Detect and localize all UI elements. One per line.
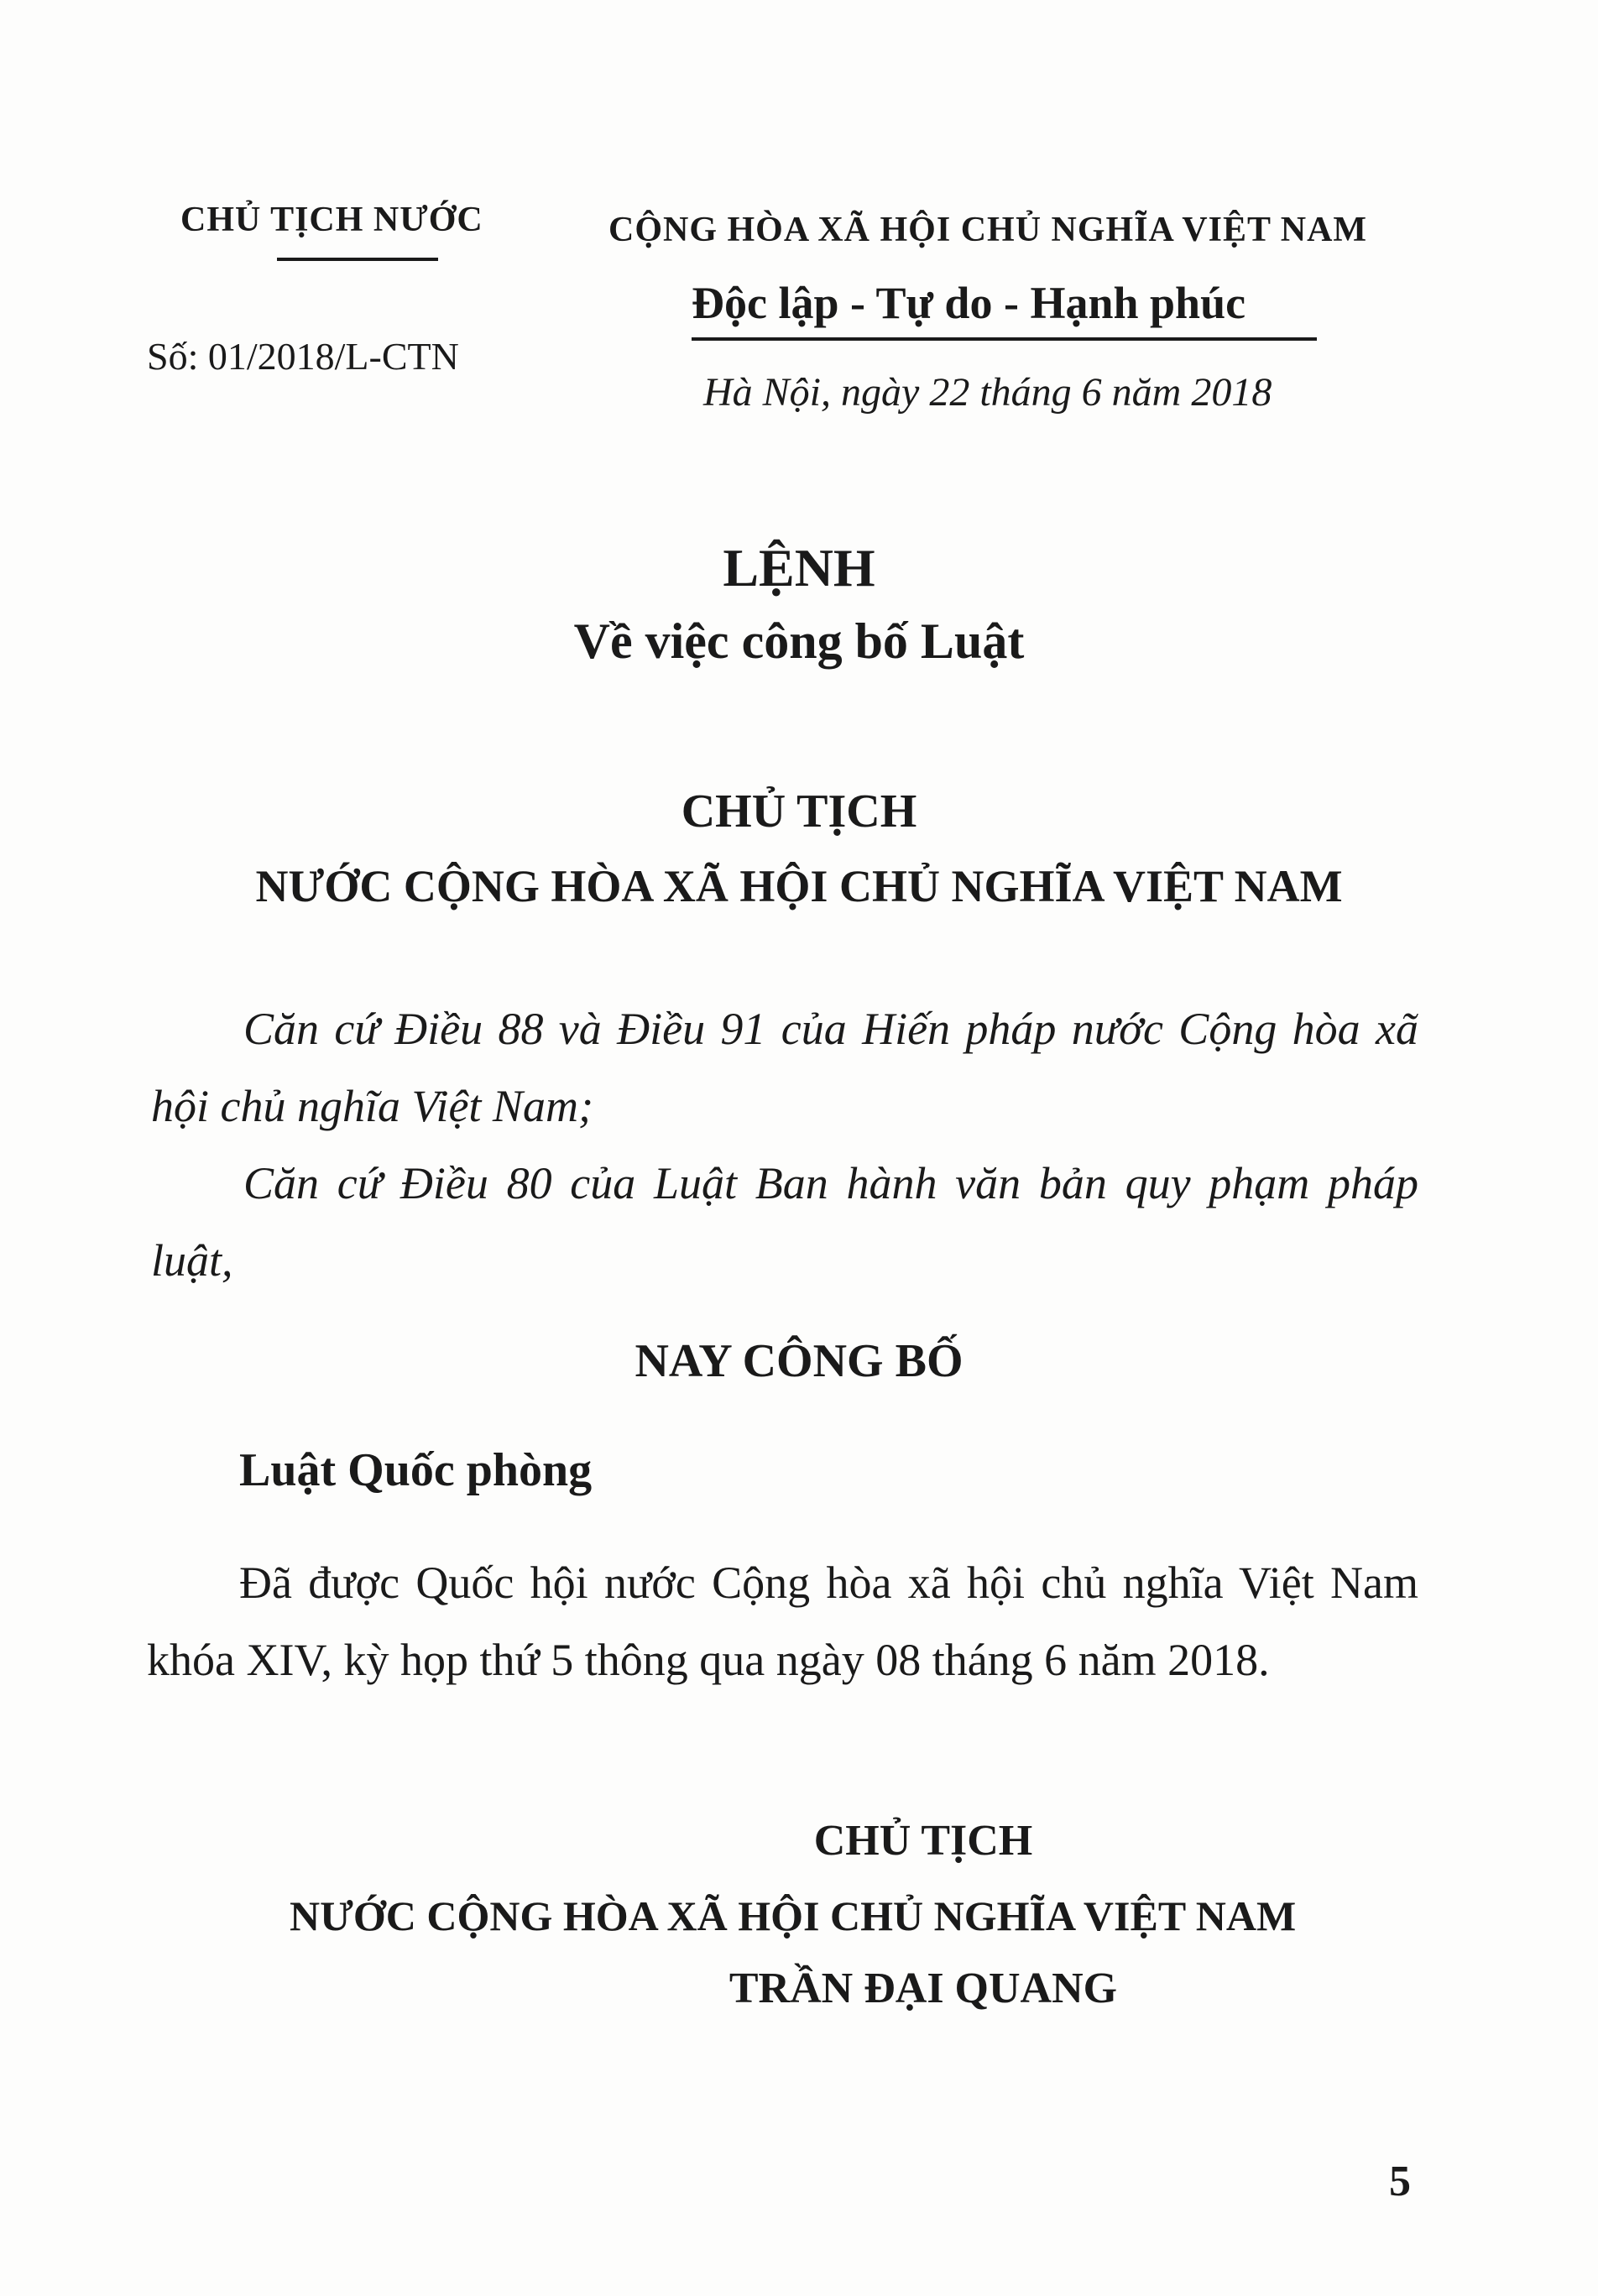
national-title: CỘNG HÒA XÃ HỘI CHỦ NGHĨA VIỆT NAM [608, 211, 1368, 249]
legal-basis-1: Căn cứ Điều 88 và Điều 91 của Hiến pháp nước Cộng hòa xã hội chủ nghĩa Việt Nam; [151, 1004, 1418, 1131]
law-name: Luật Quốc phòng [239, 1444, 593, 1496]
document-subject: Về việc công bố Luật [573, 613, 1025, 669]
proclamation-heading: NAY CÔNG BỐ [634, 1335, 964, 1387]
issuer-organization: NƯỚC CỘNG HÒA XÃ HỘI CHỦ NGHĨA VIỆT NAM [255, 861, 1343, 911]
motto-underline [692, 337, 1317, 341]
national-motto: Độc lập - Tự do - Hạnh phúc [692, 278, 1246, 328]
document-number: Số: 01/2018/L-CTN [147, 335, 459, 378]
signature-organization: NƯỚC CỘNG HÒA XÃ HỘI CHỦ NGHĨA VIỆT NAM [290, 1892, 1297, 1939]
passage-statement: Đã được Quốc hội nước Cộng hòa xã hội chủ nghĩa Việt Nam khóa XIV, kỳ họp thứ 5 thông qua ngày 08 tháng 6 năm 2018. [147, 1558, 1418, 1685]
signature-title: CHỦ TỊCH [813, 1817, 1033, 1865]
authority-underline [277, 258, 438, 261]
page-number: 5 [1389, 2158, 1411, 2205]
document-type: LỆNH [723, 538, 875, 597]
legal-basis-2: Căn cứ Điều 80 của Luật Ban hành văn bản quy phạm pháp luật, [151, 1158, 1418, 1286]
issuing-authority: CHỦ TỊCH NƯỚC [180, 201, 483, 239]
document-date: Hà Nội, ngày 22 tháng 6 năm 2018 [703, 370, 1272, 415]
signatory-name: TRẦN ĐẠI QUANG [728, 1965, 1118, 2012]
issuer-title: CHỦ TỊCH [681, 785, 917, 838]
